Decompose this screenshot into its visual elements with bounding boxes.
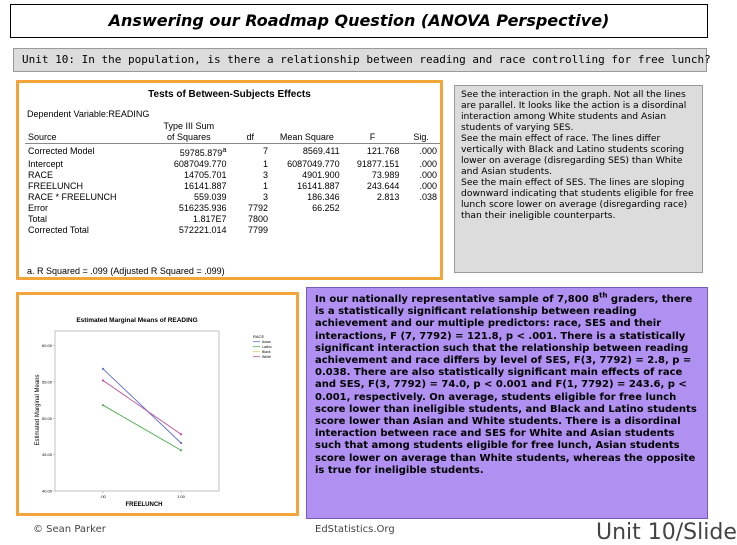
cell-ss bbox=[148, 144, 229, 160]
cell-ss: 6087049.770 bbox=[173, 159, 227, 169]
summary-text-rest: graders, there is a statistically significant relationship between reading achievement and our multiple predictors: race, SES and their interactions, F (7, 7792) = 121.8, p < .001. There is a statistically significant interaction such that the relationship between reading achievement and race differs by level of SES, F(3, 7792) = 2.8, p = 0.038. There are also statistically significant main effects of race and SES, F(3, 7792) = 74.0, p < 0.001 and F(1, 7792) = 243.6, p < 0.001, respectively. On average, students eligible for free lunch score lower than ineligible students, and Black and Latino students score lower than Asian and White students. There is a disordinal interaction between race and SES for White and Asian students such that among students eligible for free lunch, Asian students score lower on average than White students, whereas the opposite is true for ineligible students. bbox=[315, 294, 697, 476]
footer-author: © Sean Parker bbox=[33, 524, 106, 535]
cell-ss: 572221.014 bbox=[178, 225, 227, 235]
col-ss-line1: Type III Sum bbox=[163, 121, 215, 131]
col-ss-line2: of Squares bbox=[167, 132, 211, 142]
cell-df: 7792 bbox=[248, 203, 269, 213]
cell-df: 7 bbox=[263, 146, 269, 156]
cell-f: 2.813 bbox=[376, 192, 400, 202]
cell-ss-value: 59785.879 bbox=[179, 148, 223, 158]
series-point bbox=[180, 433, 182, 435]
series-line bbox=[103, 380, 181, 434]
cell-source: FREELUNCH bbox=[28, 181, 84, 191]
cell-source: Corrected Total bbox=[28, 225, 89, 235]
cell-df: 7800 bbox=[248, 214, 269, 224]
table-row bbox=[25, 181, 440, 192]
cell-ms bbox=[271, 225, 343, 236]
note-ses-effect: See the main effect of SES. The lines are sloping downward indicating that students eligible for free lunch score lower on average (disregarding race) than their ineligible counterparts. bbox=[461, 177, 694, 221]
cell-source: Corrected Model bbox=[28, 146, 95, 156]
cell-sig bbox=[402, 214, 440, 225]
anova-header-row bbox=[25, 121, 440, 144]
series-point bbox=[102, 368, 104, 370]
footer-slide-label: Unit 10/Slide bbox=[596, 520, 737, 545]
legend-label: Latino bbox=[262, 345, 272, 349]
x-tick-label: 1.00 bbox=[177, 494, 185, 499]
cell-sig: .000 bbox=[419, 146, 437, 156]
cell-f bbox=[343, 203, 403, 214]
research-question: Unit 10: In the population, is there a relationship between reading and race controlling for free lunch? bbox=[13, 48, 707, 72]
anova-footnote: a. R Squared = .099 (Adjusted R Squared = .099) bbox=[27, 266, 225, 276]
summary-ordinal-suffix: th bbox=[599, 291, 608, 300]
cell-ss: 1.817E7 bbox=[192, 214, 227, 224]
slide-title: Answering our Roadmap Question (ANOVA Perspective) bbox=[10, 4, 708, 38]
series-point bbox=[102, 379, 104, 381]
cell-df: 1 bbox=[263, 181, 269, 191]
cell-ss-footnote-mark: a bbox=[222, 145, 227, 154]
legend-label: White bbox=[262, 355, 271, 359]
anova-body bbox=[25, 144, 440, 237]
chart-series-lines bbox=[102, 368, 182, 452]
series-line bbox=[103, 369, 181, 443]
cell-ss: 16141.887 bbox=[183, 181, 227, 191]
col-df: df bbox=[229, 121, 271, 144]
legend-label: Asian bbox=[262, 340, 271, 344]
cell-source: Intercept bbox=[28, 159, 64, 169]
cell-ms bbox=[271, 214, 343, 225]
series-line bbox=[103, 405, 181, 450]
y-tick-label: 45.00 bbox=[41, 452, 52, 458]
cell-source: Total bbox=[28, 214, 48, 224]
series-point bbox=[180, 449, 182, 451]
anova-table bbox=[25, 121, 440, 236]
chart-axes bbox=[42, 331, 219, 499]
series-point bbox=[102, 404, 104, 406]
marginal-means-chart-panel bbox=[16, 292, 299, 516]
note-race-effect: See the main effect of race. The lines differ vertically with Black and Latino students scoring lower on average (disregarding SES) than White and Asian students. bbox=[461, 133, 685, 177]
y-tick-label: 55.00 bbox=[41, 379, 52, 385]
cell-sig: .000 bbox=[419, 170, 437, 180]
col-ms: Mean Square bbox=[271, 121, 343, 144]
table-row bbox=[25, 225, 440, 236]
cell-f bbox=[343, 225, 403, 236]
col-f: F bbox=[343, 121, 403, 144]
col-sig: Sig. bbox=[402, 121, 440, 144]
anova-output-panel bbox=[16, 80, 443, 280]
cell-df: 1 bbox=[263, 159, 269, 169]
col-source: Source bbox=[25, 121, 148, 144]
cell-ms: 66.252 bbox=[312, 203, 340, 213]
table-row bbox=[25, 214, 440, 225]
table-row bbox=[25, 203, 440, 214]
cell-source: Error bbox=[28, 203, 48, 213]
chart-legend bbox=[253, 334, 272, 359]
table-row bbox=[25, 170, 440, 181]
legend-label: Black bbox=[262, 350, 271, 354]
cell-ss: 559.039 bbox=[193, 192, 227, 202]
interpretation-note bbox=[454, 85, 703, 273]
table-row bbox=[25, 192, 440, 203]
y-tick-label: 60.00 bbox=[41, 343, 52, 349]
series-point bbox=[180, 442, 182, 444]
col-ss bbox=[148, 121, 229, 144]
legend-title: RACE bbox=[253, 334, 265, 339]
table-row bbox=[25, 159, 440, 170]
cell-ss: 14705.701 bbox=[183, 170, 227, 180]
cell-df: 7799 bbox=[248, 225, 269, 235]
cell-sig bbox=[402, 225, 440, 236]
chart-y-axis-label: Estimated Marginal Means bbox=[35, 374, 41, 446]
footer-site: EdStatistics.Org bbox=[315, 524, 395, 535]
plot-frame bbox=[55, 331, 219, 491]
x-tick-label: .00 bbox=[100, 494, 106, 499]
cell-sig bbox=[402, 203, 440, 214]
table-row bbox=[25, 144, 440, 160]
cell-f: 121.768 bbox=[366, 146, 400, 156]
cell-f bbox=[343, 214, 403, 225]
cell-ms: 4901.900 bbox=[302, 170, 340, 180]
anova-table-title: Tests of Between-Subjects Effects bbox=[148, 89, 311, 100]
cell-df: 3 bbox=[263, 192, 269, 202]
cell-sig: .000 bbox=[419, 159, 437, 169]
cell-ms: 186.346 bbox=[307, 192, 340, 202]
cell-source: RACE bbox=[28, 170, 54, 180]
summary-text-start: In our nationally representative sample of 7,800 8 bbox=[315, 294, 600, 305]
dependent-variable-label: Dependent Variable:READING bbox=[27, 109, 150, 119]
cell-source: RACE * FREELUNCH bbox=[28, 192, 117, 202]
cell-sig: .000 bbox=[419, 181, 437, 191]
cell-ms: 16141.887 bbox=[297, 181, 340, 191]
note-interaction: See the interaction in the graph. Not all the lines are parallel. It looks like the action is a disordinal interaction among White students and Asian students of varying SES. bbox=[461, 89, 687, 133]
cell-ms: 6087049.770 bbox=[287, 159, 340, 169]
cell-df: 3 bbox=[263, 170, 269, 180]
y-tick-label: 50.00 bbox=[41, 415, 52, 421]
marginal-means-chart bbox=[19, 295, 296, 513]
cell-f: 73.989 bbox=[371, 170, 400, 180]
chart-x-axis-label: FREELUNCH bbox=[125, 502, 163, 508]
chart-title: Estimated Marginal Means of READING bbox=[76, 317, 198, 324]
y-tick-label: 40.00 bbox=[41, 488, 52, 494]
cell-ms: 8569.411 bbox=[302, 146, 340, 156]
results-summary bbox=[306, 287, 708, 519]
cell-ss: 516235.936 bbox=[178, 203, 227, 213]
cell-f: 243.644 bbox=[366, 181, 400, 191]
cell-f: 91877.151 bbox=[356, 159, 400, 169]
cell-sig: .038 bbox=[419, 192, 437, 202]
